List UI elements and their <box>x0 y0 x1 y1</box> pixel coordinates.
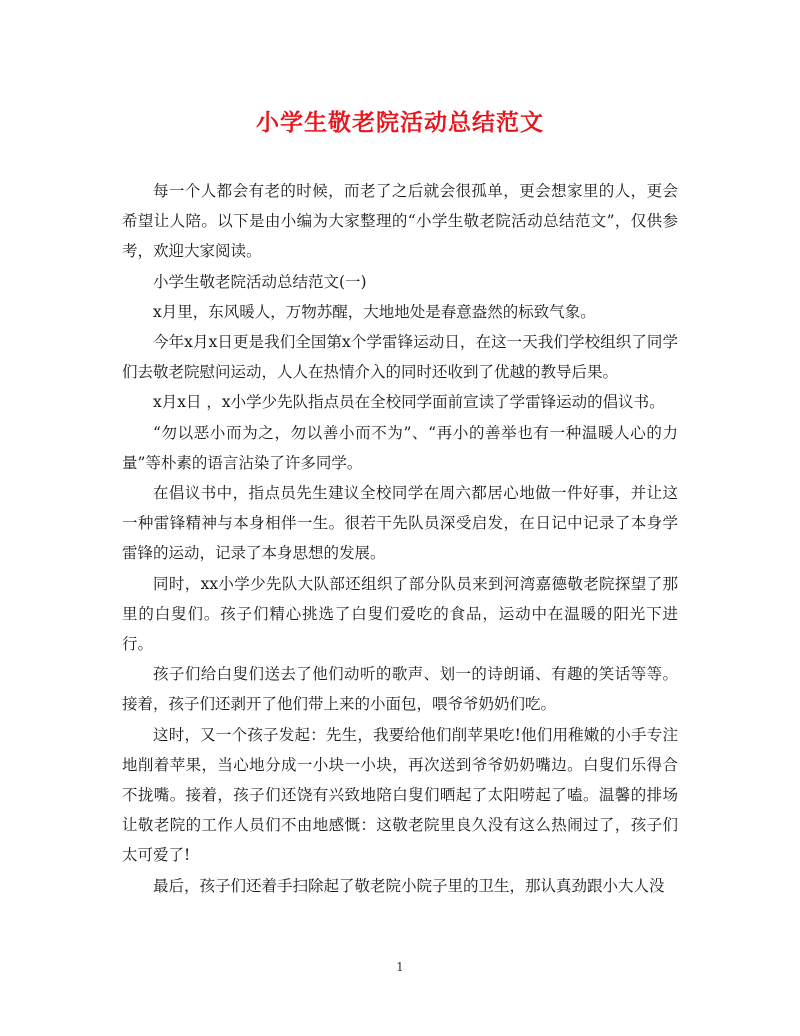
body-paragraph: 最后，孩子们还着手扫除起了敬老院小院子里的卫生，那认真劲跟小大人没 <box>153 876 665 895</box>
document-title: 小学生敬老院活动总结范文 <box>256 109 544 136</box>
body-paragraph: 同时，xx小学少先队大队部还组织了部分队员来到河湾嘉德敬老院探望了那里的白叟们。孩子们精心挑选了白叟们爱吃的食品，运动中在温暖的阳光下进行。 <box>122 574 678 654</box>
body-paragraph: “勿以恶小而为之，勿以善小而不为”、“再小的善举也有一种温暖人心的力量”等朴素的语言沾染了许多同学。 <box>122 423 678 472</box>
body-paragraph: x月x日 ，x小学少先队指点员在全校同学面前宣读了学雷锋运动的倡议书。 <box>153 393 665 412</box>
page-number: 1 <box>396 960 404 974</box>
section-heading: 小学生敬老院活动总结范文(一) <box>153 272 367 291</box>
body-paragraph: 在倡议书中，指点员先生建议全校同学在周六都居心地做一件好事，并让这一种雷锋精神与本身相伴一生。很若干先队员深受启发，在日记中记录了本身学雷锋的运动，记录了本身思想的发展。 <box>122 484 678 563</box>
body-paragraph: 今年x月x日更是我们全国第x个学雷锋运动日，在这一天我们学校组织了同学们去敬老院慰问运动，人人在热情介入的同时还收到了优越的教导后果。 <box>122 333 678 382</box>
document-body <box>122 176 678 901</box>
body-paragraph: 孩子们给白叟们送去了他们动听的歌声、划一的诗朗诵、有趣的笑话等等。接着，孩子们还剥开了他们带上来的小面包，喂爷爷奶奶们吃。 <box>122 665 678 714</box>
body-paragraph: 这时，又一个孩子发起：先生，我要给他们削苹果吃!他们用稚嫩的小手专注地削着苹果，当心地分成一小块一小块，再次送到爷爷奶奶嘴边。白叟们乐得合不拢嘴。接着，孩子们还饶有兴致地陪白叟们晒起了太阳唠起了嗑。温馨的排场让敬老院的工作人员们不由地感慨：这敬老院里良久没有这么热闹过了，孩子们太可爱了! <box>122 725 678 865</box>
intro-paragraph: 每一个人都会有老的时候，而老了之后就会很孤单，更会想家里的人，更会希望让人陪。以下是由小编为大家整理的“小学生敬老院活动总结范文”，仅供参考，欢迎大家阅读。 <box>122 182 678 261</box>
body-paragraph: x月里，东风暖人，万物苏醒，大地地处是春意盎然的标致气象。 <box>153 302 596 321</box>
